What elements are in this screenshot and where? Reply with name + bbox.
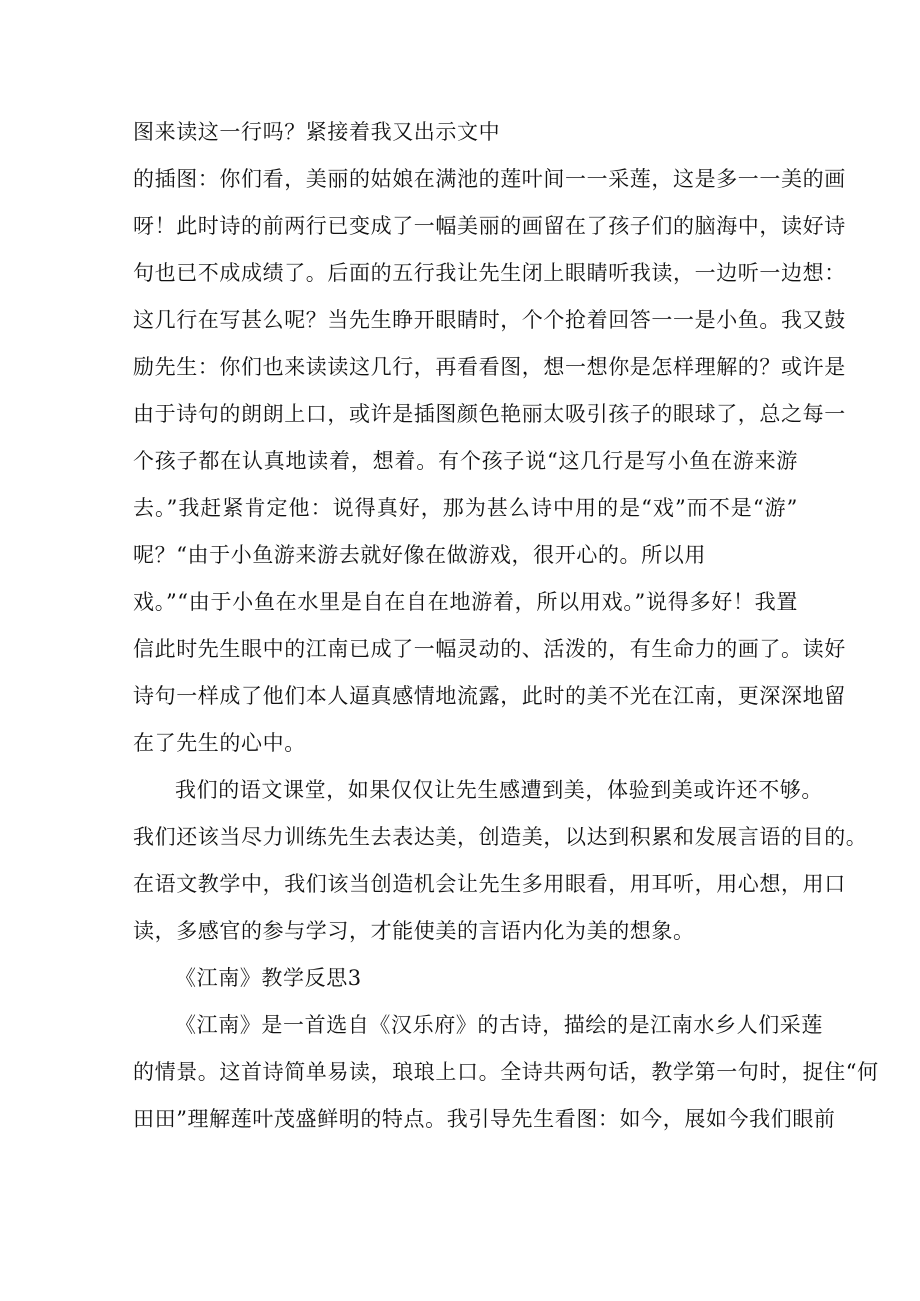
paragraph-line: 去。”我赶紧肯定他：说得真好，那为甚么诗中用的是“戏”而不是“游” bbox=[133, 496, 798, 520]
paragraph-line: 励先生：你们也来读读这几行，再看看图，想一想你是怎样理解的？或许是 bbox=[133, 355, 846, 379]
paragraph-line: 《江南》是一首选自《汉乐府》的古诗，描绘的是江南水乡人们采莲 bbox=[175, 1013, 823, 1037]
paragraph-line: 句也已不成成绩了。后面的五行我让先生闭上眼睛听我读，一边听一边想： bbox=[133, 261, 846, 285]
paragraph-line: 这几行在写甚么呢？当先生睁开眼睛时，个个抢着回答一一是小鱼。我又鼓 bbox=[133, 308, 846, 332]
paragraph-line: 图来读这一行吗？紧接着我又出示文中 bbox=[133, 120, 501, 144]
paragraph-line: 我们的语文课堂，如果仅仅让先生感遭到美，体验到美或许还不够。 bbox=[175, 778, 823, 802]
paragraph-line: 的情景。这首诗简单易读，琅琅上口。全诗共两句话，教学第一句时，捉住“何 bbox=[133, 1060, 879, 1084]
section-heading: 《江南》教学反思3 bbox=[175, 966, 362, 990]
paragraph-line: 田田”理解莲叶茂盛鲜明的特点。我引导先生看图：如今，展如今我们眼前 bbox=[133, 1107, 836, 1131]
paragraph-line: 的插图：你们看，美丽的姑娘在满池的莲叶间一一采莲，这是多一一美的画 bbox=[133, 167, 846, 191]
paragraph-line: 个孩子都在认真地读着，想着。有个孩子说“这几行是写小鱼在游来游 bbox=[133, 449, 798, 473]
paragraph-line: 呀！此时诗的前两行已变成了一幅美丽的画留在了孩子们的脑海中，读好诗 bbox=[133, 214, 846, 238]
paragraph-line: 我们还该当尽力训练先生去表达美，创造美，以达到积累和发展言语的目的。 bbox=[133, 825, 868, 849]
paragraph-line: 戏。”“由于小鱼在水里是自在自在地游着，所以用戏。”说得多好！我置 bbox=[133, 590, 798, 614]
paragraph-line: 由于诗句的朗朗上口，或许是插图颜色艳丽太吸引孩子的眼球了，总之每一 bbox=[133, 402, 846, 426]
paragraph-line: 读，多感官的参与学习，才能使美的言语内化为美的想象。 bbox=[133, 919, 695, 943]
paragraph-line: 诗句一样成了他们本人逼真感情地流露，此时的美不光在江南，更深深地留 bbox=[133, 684, 846, 708]
paragraph-line: 在语文教学中，我们该当创造机会让先生多用眼看，用耳听，用心想，用口 bbox=[133, 872, 846, 896]
paragraph-line: 信此时先生眼中的江南已成了一幅灵动的、活泼的，有生命力的画了。读好 bbox=[133, 637, 846, 661]
paragraph-line: 呢？“由于小鱼游来游去就好像在做游戏，很开心的。所以用 bbox=[133, 543, 706, 567]
paragraph-line: 在了先生的心中。 bbox=[133, 731, 306, 755]
